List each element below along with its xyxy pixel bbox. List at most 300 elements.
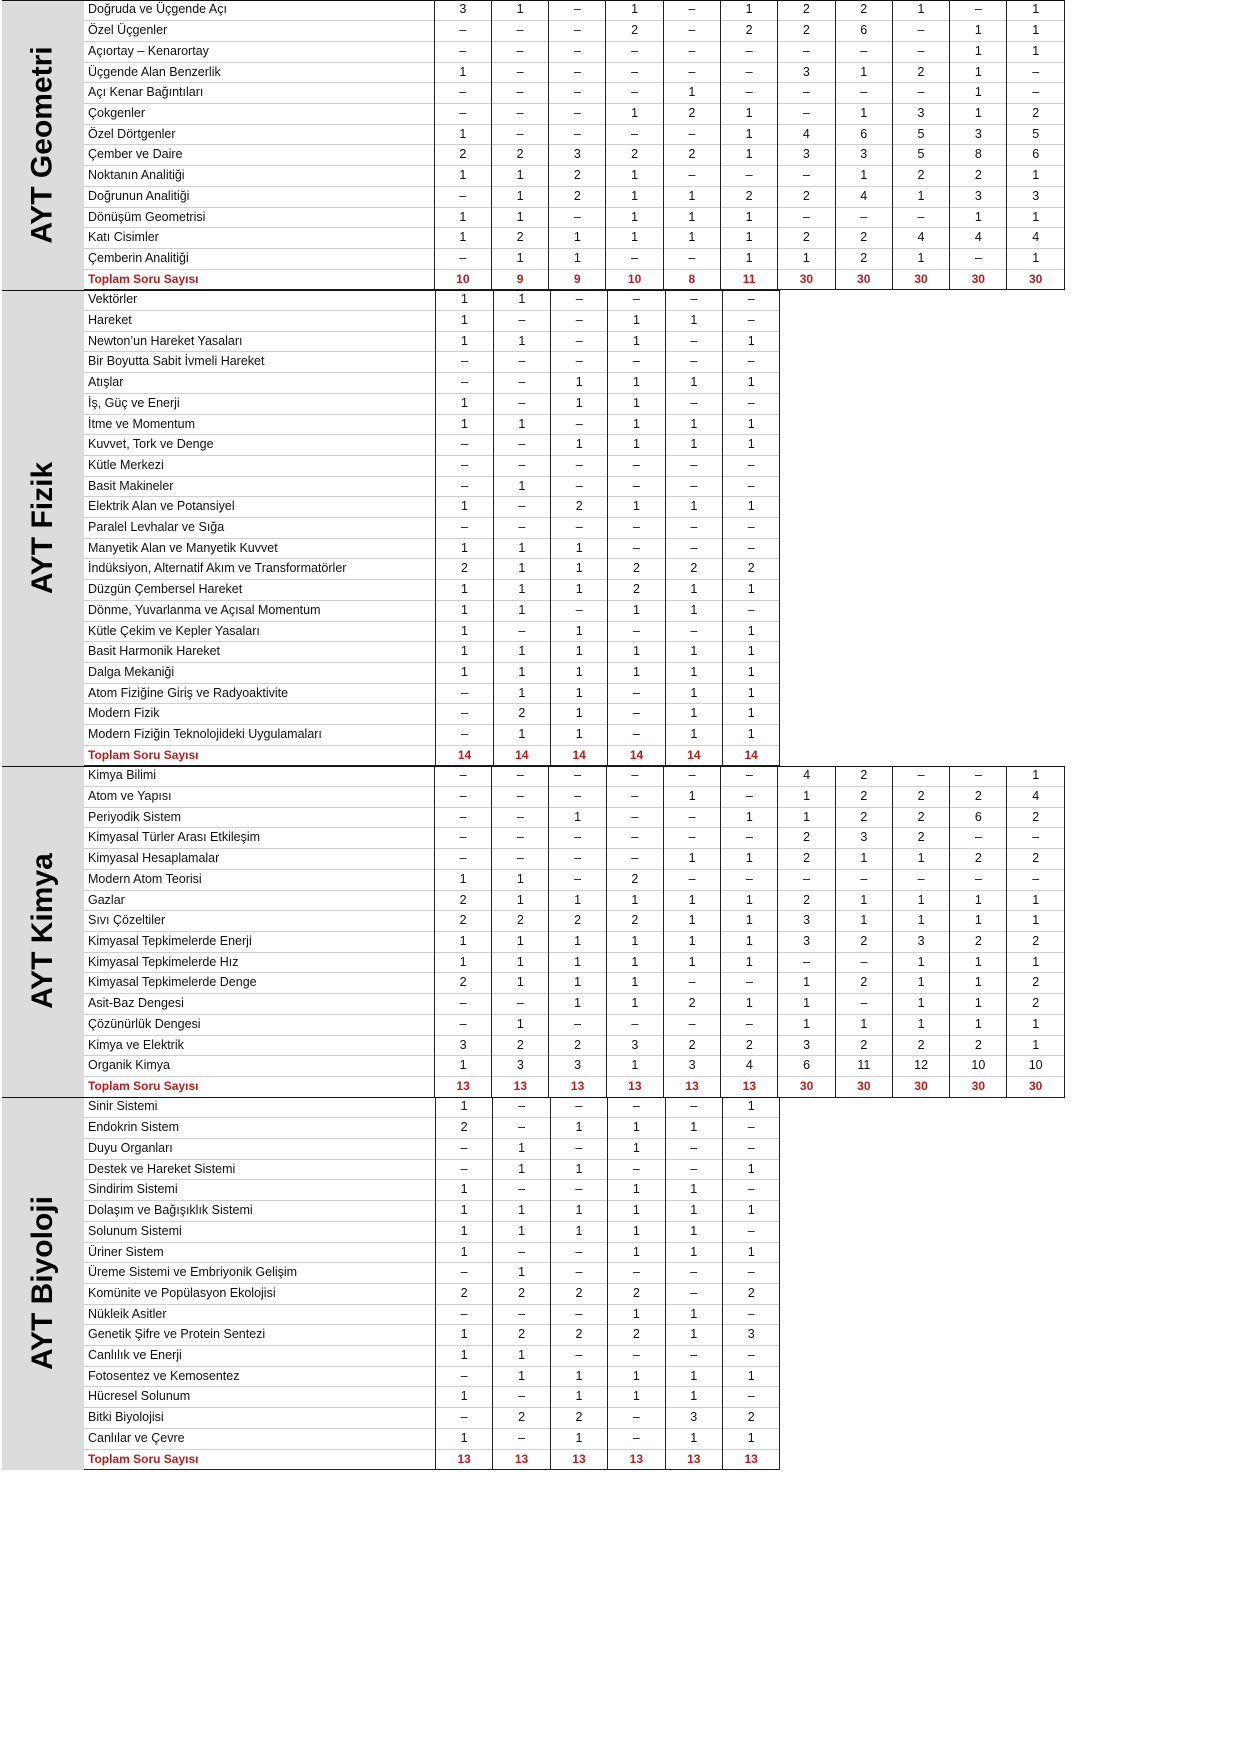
value-cell: 2 — [550, 1325, 607, 1346]
value-cell: 2 — [835, 787, 892, 808]
value-cell: 1 — [549, 890, 606, 911]
value-cell: 1 — [493, 414, 550, 435]
total-row — [84, 269, 1064, 290]
value-cell: – — [721, 1014, 778, 1035]
value-cell: 2 — [1007, 807, 1064, 828]
value-cell: – — [434, 1014, 491, 1035]
value-cell: – — [721, 787, 778, 808]
value-cell: 3 — [606, 1035, 663, 1056]
value-cell: 2 — [550, 1283, 607, 1304]
value-cell: – — [493, 1097, 550, 1118]
topic-cell: Hareket — [84, 310, 436, 331]
value-cell: – — [549, 207, 606, 228]
value-cell: 1 — [1007, 890, 1064, 911]
value-cell: – — [493, 352, 550, 373]
table-row — [84, 455, 780, 476]
value-cell: – — [492, 62, 549, 83]
value-cell: 1 — [492, 248, 549, 269]
value-cell: – — [722, 290, 779, 311]
topic-cell: Çemberin Analitiği — [84, 248, 434, 269]
value-cell: 1 — [835, 104, 892, 125]
table-row — [84, 228, 1064, 249]
value-cell: – — [722, 310, 779, 331]
topic-cell: Kimyasal Tepkimelerde Denge — [84, 973, 434, 994]
value-cell: 1 — [551, 373, 608, 394]
value-cell: 1 — [892, 994, 949, 1015]
total-label: Toplam Soru Sayısı — [84, 745, 436, 766]
value-cell: 3 — [434, 0, 491, 21]
value-cell: 2 — [1007, 973, 1064, 994]
value-cell: 1 — [1007, 1035, 1064, 1056]
value-cell: – — [551, 455, 608, 476]
value-cell: – — [665, 290, 722, 311]
value-cell: – — [606, 41, 663, 62]
value-cell: 2 — [892, 828, 949, 849]
value-cell: – — [608, 290, 665, 311]
table-row — [84, 807, 1064, 828]
value-cell: 1 — [551, 642, 608, 663]
value-cell: 1 — [434, 228, 491, 249]
value-cell: 3 — [950, 186, 1007, 207]
table-row — [84, 393, 780, 414]
value-cell: – — [434, 828, 491, 849]
value-cell: 2 — [492, 228, 549, 249]
topic-cell: Komünite ve Popülasyon Ekolojisi — [84, 1283, 435, 1304]
total-value-cell: 30 — [835, 1076, 892, 1097]
value-cell: – — [493, 373, 550, 394]
value-cell: 2 — [835, 228, 892, 249]
value-cell: 1 — [434, 952, 491, 973]
topic-cell: Kimya Bilimi — [84, 766, 434, 787]
value-cell: – — [492, 21, 549, 42]
value-cell: 1 — [950, 207, 1007, 228]
value-cell: 1 — [1007, 248, 1064, 269]
value-cell: 1 — [436, 310, 493, 331]
topic-cell: Genetik Şifre ve Protein Sentezi — [84, 1325, 435, 1346]
value-cell: 2 — [950, 787, 1007, 808]
value-cell: 12 — [892, 1056, 949, 1077]
value-cell: 2 — [493, 1325, 550, 1346]
value-cell: – — [721, 973, 778, 994]
value-cell: – — [549, 83, 606, 104]
value-cell: – — [436, 373, 493, 394]
total-value-cell: 14 — [551, 745, 608, 766]
value-cell: 2 — [1007, 849, 1064, 870]
topic-cell: Kütle Merkezi — [84, 455, 436, 476]
topic-cell: Newton’un Hareket Yasaları — [84, 331, 436, 352]
value-cell: – — [665, 1159, 722, 1180]
value-cell: 1 — [665, 1180, 722, 1201]
value-cell: – — [665, 1346, 722, 1367]
value-cell: – — [606, 787, 663, 808]
topic-cell: Dönüşüm Geometrisi — [84, 207, 434, 228]
value-cell: – — [665, 476, 722, 497]
value-cell: 1 — [435, 1325, 492, 1346]
value-cell: 1 — [663, 890, 720, 911]
table-row — [84, 497, 780, 518]
value-cell: 1 — [606, 890, 663, 911]
value-cell: 1 — [663, 186, 720, 207]
value-cell: – — [778, 166, 835, 187]
value-cell: – — [434, 83, 491, 104]
value-cell: 1 — [493, 580, 550, 601]
value-cell: 1 — [436, 580, 493, 601]
value-cell: – — [436, 518, 493, 539]
value-cell: 1 — [665, 1201, 722, 1222]
value-cell: 1 — [493, 642, 550, 663]
value-cell: – — [665, 455, 722, 476]
value-cell: – — [778, 207, 835, 228]
table-row — [84, 1221, 780, 1242]
value-cell: 4 — [778, 124, 835, 145]
value-cell: 1 — [1007, 0, 1064, 21]
value-cell: 1 — [434, 166, 491, 187]
value-cell: – — [493, 310, 550, 331]
topic-cell: Özel Üçgenler — [84, 21, 434, 42]
topic-cell: Kimyasal Türler Arası Etkileşim — [84, 828, 434, 849]
value-cell: – — [665, 621, 722, 642]
value-cell: 1 — [549, 994, 606, 1015]
value-cell: 1 — [550, 1221, 607, 1242]
total-value-cell: 13 — [549, 1076, 606, 1097]
value-cell: 3 — [778, 62, 835, 83]
total-value-cell: 14 — [665, 745, 722, 766]
value-cell: 1 — [608, 331, 665, 352]
topic-cell: Sindirim Sistemi — [84, 1180, 435, 1201]
value-cell: 2 — [493, 1408, 550, 1429]
value-cell: 1 — [722, 683, 779, 704]
section-title: AYT Fizik — [26, 461, 60, 594]
value-cell: 2 — [435, 1283, 492, 1304]
value-cell: 1 — [606, 994, 663, 1015]
value-cell: 1 — [665, 580, 722, 601]
table-row — [84, 1263, 780, 1284]
value-cell: 1 — [551, 580, 608, 601]
value-cell: 1 — [493, 1221, 550, 1242]
value-cell: 1 — [436, 497, 493, 518]
value-cell: 2 — [549, 186, 606, 207]
value-cell: – — [492, 787, 549, 808]
value-cell: 4 — [1007, 787, 1064, 808]
value-cell: 2 — [835, 973, 892, 994]
value-cell: 2 — [950, 1035, 1007, 1056]
value-cell: 2 — [835, 1035, 892, 1056]
topic-cell: Çokgenler — [84, 104, 434, 125]
value-cell: – — [722, 352, 779, 373]
table-row — [84, 166, 1064, 187]
table-row — [84, 1180, 780, 1201]
value-cell: – — [722, 1263, 779, 1284]
value-cell: 1 — [549, 973, 606, 994]
topic-cell: İş, Güç ve Enerji — [84, 393, 436, 414]
value-cell: – — [835, 994, 892, 1015]
value-cell: 2 — [892, 787, 949, 808]
value-cell: – — [549, 104, 606, 125]
value-cell: 1 — [435, 1387, 492, 1408]
value-cell: 1 — [435, 1346, 492, 1367]
topic-cell: Fotosentez ve Kemosentez — [84, 1366, 435, 1387]
value-cell: – — [606, 828, 663, 849]
total-value-cell: 13 — [663, 1076, 720, 1097]
value-cell: – — [950, 766, 1007, 787]
value-cell: – — [551, 600, 608, 621]
value-cell: 2 — [551, 497, 608, 518]
table-row — [84, 104, 1064, 125]
table-row — [84, 186, 1064, 207]
value-cell: – — [493, 518, 550, 539]
value-cell: 1 — [493, 683, 550, 704]
value-cell: 1 — [720, 228, 777, 249]
value-cell: 1 — [551, 559, 608, 580]
value-cell: 1 — [778, 994, 835, 1015]
value-cell: 1 — [551, 435, 608, 456]
value-cell: 1 — [493, 331, 550, 352]
subject-section — [2, 0, 1065, 290]
total-value-cell: 30 — [892, 269, 949, 290]
value-cell: 2 — [663, 145, 720, 166]
table-row — [84, 1325, 780, 1346]
value-cell: 2 — [722, 1408, 779, 1429]
value-cell: – — [549, 124, 606, 145]
value-cell: 1 — [493, 538, 550, 559]
value-cell: 1 — [492, 1014, 549, 1035]
value-cell: 1 — [493, 1201, 550, 1222]
value-cell: – — [606, 766, 663, 787]
value-cell: 2 — [722, 1283, 779, 1304]
value-cell: – — [835, 83, 892, 104]
value-cell: 1 — [606, 104, 663, 125]
value-cell: 1 — [493, 559, 550, 580]
value-cell: – — [722, 600, 779, 621]
value-cell: 2 — [663, 104, 720, 125]
topic-cell: Özel Dörtgenler — [84, 124, 434, 145]
value-cell: – — [549, 62, 606, 83]
value-cell: – — [722, 1118, 779, 1139]
value-cell: 1 — [721, 932, 778, 953]
value-cell: 1 — [551, 662, 608, 683]
value-cell: 1 — [663, 787, 720, 808]
value-cell: 2 — [950, 932, 1007, 953]
value-cell: 2 — [434, 145, 491, 166]
value-cell: – — [435, 1408, 492, 1429]
table-row — [84, 1242, 780, 1263]
value-cell: 1 — [892, 1014, 949, 1035]
value-cell: 3 — [722, 1325, 779, 1346]
value-cell: 6 — [1007, 145, 1064, 166]
table-row — [84, 600, 780, 621]
value-cell: 1 — [665, 1325, 722, 1346]
value-cell: 1 — [493, 1366, 550, 1387]
value-cell: – — [665, 331, 722, 352]
value-cell: 2 — [434, 911, 491, 932]
topic-cell: Endokrin Sistem — [84, 1118, 435, 1139]
topic-cell: Gazlar — [84, 890, 434, 911]
value-cell: – — [721, 828, 778, 849]
value-cell: 1 — [950, 952, 1007, 973]
table-row — [84, 1118, 780, 1139]
value-cell: 2 — [778, 890, 835, 911]
value-cell: 1 — [606, 932, 663, 953]
value-cell: 1 — [665, 373, 722, 394]
table-row — [84, 21, 1064, 42]
subject-section — [2, 290, 780, 766]
value-cell: 2 — [778, 0, 835, 21]
table-row — [84, 352, 780, 373]
value-cell: 1 — [434, 62, 491, 83]
value-cell: 1 — [665, 414, 722, 435]
value-cell: 1 — [436, 662, 493, 683]
value-cell: 11 — [835, 1056, 892, 1077]
value-cell: 1 — [665, 1366, 722, 1387]
value-cell: – — [720, 83, 777, 104]
value-cell: – — [722, 393, 779, 414]
value-cell: 2 — [606, 21, 663, 42]
section-title-band — [2, 766, 84, 1097]
section-divider — [2, 290, 780, 291]
section-title: AYT Kimya — [26, 853, 59, 1010]
table-row — [84, 1387, 780, 1408]
value-cell: 1 — [493, 1263, 550, 1284]
value-cell: – — [663, 0, 720, 21]
value-cell: – — [608, 683, 665, 704]
value-cell: – — [721, 869, 778, 890]
value-cell: 1 — [550, 1428, 607, 1449]
total-value-cell: 13 — [608, 1449, 665, 1470]
topic-cell: Canlılık ve Enerji — [84, 1346, 435, 1367]
value-cell: 1 — [778, 807, 835, 828]
value-cell: – — [434, 21, 491, 42]
value-cell: 1 — [1007, 1014, 1064, 1035]
value-cell: 6 — [778, 1056, 835, 1077]
section-title: AYT Geometri — [26, 46, 60, 244]
value-cell: – — [550, 1304, 607, 1325]
value-cell: 4 — [1007, 228, 1064, 249]
value-cell: 1 — [721, 952, 778, 973]
value-cell: – — [892, 869, 949, 890]
total-value-cell: 9 — [549, 269, 606, 290]
value-cell: 1 — [550, 1387, 607, 1408]
value-cell: – — [551, 518, 608, 539]
value-cell: 1 — [721, 849, 778, 870]
value-cell: 1 — [492, 890, 549, 911]
value-cell: 1 — [892, 973, 949, 994]
total-value-cell: 10 — [434, 269, 491, 290]
section-divider — [2, 766, 1065, 767]
value-cell: – — [892, 41, 949, 62]
value-cell: 1 — [720, 248, 777, 269]
value-cell: 2 — [1007, 994, 1064, 1015]
topic-cell: Atom ve Yapısı — [84, 787, 434, 808]
value-cell: – — [835, 41, 892, 62]
topic-cell: Paralel Levhalar ve Sığa — [84, 518, 436, 539]
value-cell: – — [663, 166, 720, 187]
value-cell: 2 — [492, 1035, 549, 1056]
value-cell: 1 — [950, 104, 1007, 125]
value-cell: 1 — [436, 393, 493, 414]
value-cell: 10 — [1007, 1056, 1064, 1077]
total-value-cell: 11 — [720, 269, 777, 290]
value-cell: 1 — [721, 911, 778, 932]
value-cell: 1 — [722, 1097, 779, 1118]
total-value-cell: 8 — [663, 269, 720, 290]
value-cell: 1 — [722, 1428, 779, 1449]
value-cell: – — [492, 104, 549, 125]
value-cell: 1 — [492, 973, 549, 994]
table-row — [84, 62, 1064, 83]
table-row — [84, 787, 1064, 808]
value-cell: 1 — [436, 290, 493, 311]
table-row — [84, 725, 780, 746]
table-row — [84, 435, 780, 456]
value-cell: 1 — [720, 0, 777, 21]
value-cell: – — [436, 683, 493, 704]
topic-cell: Nükleik Asitler — [84, 1304, 435, 1325]
table-row — [84, 538, 780, 559]
value-cell: – — [436, 352, 493, 373]
value-cell: 1 — [435, 1221, 492, 1242]
value-cell: – — [608, 1428, 665, 1449]
value-cell: 2 — [950, 849, 1007, 870]
table-row — [84, 911, 1064, 932]
table-row — [84, 331, 780, 352]
value-cell: – — [722, 1180, 779, 1201]
value-cell: 1 — [606, 186, 663, 207]
subject-section — [2, 1097, 780, 1470]
value-cell: – — [435, 1159, 492, 1180]
value-cell: – — [608, 621, 665, 642]
value-cell: – — [720, 62, 777, 83]
total-value-cell: 30 — [950, 269, 1007, 290]
value-cell: 2 — [435, 1118, 492, 1139]
value-cell: – — [892, 83, 949, 104]
table-row — [84, 1283, 780, 1304]
value-cell: 5 — [1007, 124, 1064, 145]
topic-cell: Manyetik Alan ve Manyetik Kuvvet — [84, 538, 436, 559]
value-cell: – — [608, 1346, 665, 1367]
topic-cell: Vektörler — [84, 290, 436, 311]
table-row — [84, 290, 780, 311]
table-row — [84, 1097, 780, 1118]
value-cell: 2 — [892, 166, 949, 187]
value-cell: 3 — [665, 1408, 722, 1429]
table-row — [84, 1201, 780, 1222]
value-cell: 1 — [436, 642, 493, 663]
value-cell: 3 — [778, 1035, 835, 1056]
value-cell: – — [551, 352, 608, 373]
value-cell: 1 — [435, 1201, 492, 1222]
value-cell: 1 — [608, 1221, 665, 1242]
topic-cell: Modern Fizik — [84, 704, 436, 725]
value-cell: – — [492, 849, 549, 870]
value-cell: – — [778, 83, 835, 104]
value-cell: – — [663, 828, 720, 849]
value-cell: – — [722, 538, 779, 559]
value-cell: 1 — [892, 952, 949, 973]
total-value-cell: 14 — [608, 745, 665, 766]
topic-cell: Canlılar ve Çevre — [84, 1428, 435, 1449]
value-cell: 1 — [493, 476, 550, 497]
table-row — [84, 476, 780, 497]
topic-cell: Hücresel Solunum — [84, 1387, 435, 1408]
value-cell: 1 — [665, 1428, 722, 1449]
value-cell: – — [492, 124, 549, 145]
value-cell: 1 — [892, 248, 949, 269]
table-row — [84, 310, 780, 331]
value-cell: 1 — [550, 1159, 607, 1180]
value-cell: 3 — [663, 1056, 720, 1077]
table-row — [84, 1014, 1064, 1035]
topic-table — [84, 290, 780, 767]
